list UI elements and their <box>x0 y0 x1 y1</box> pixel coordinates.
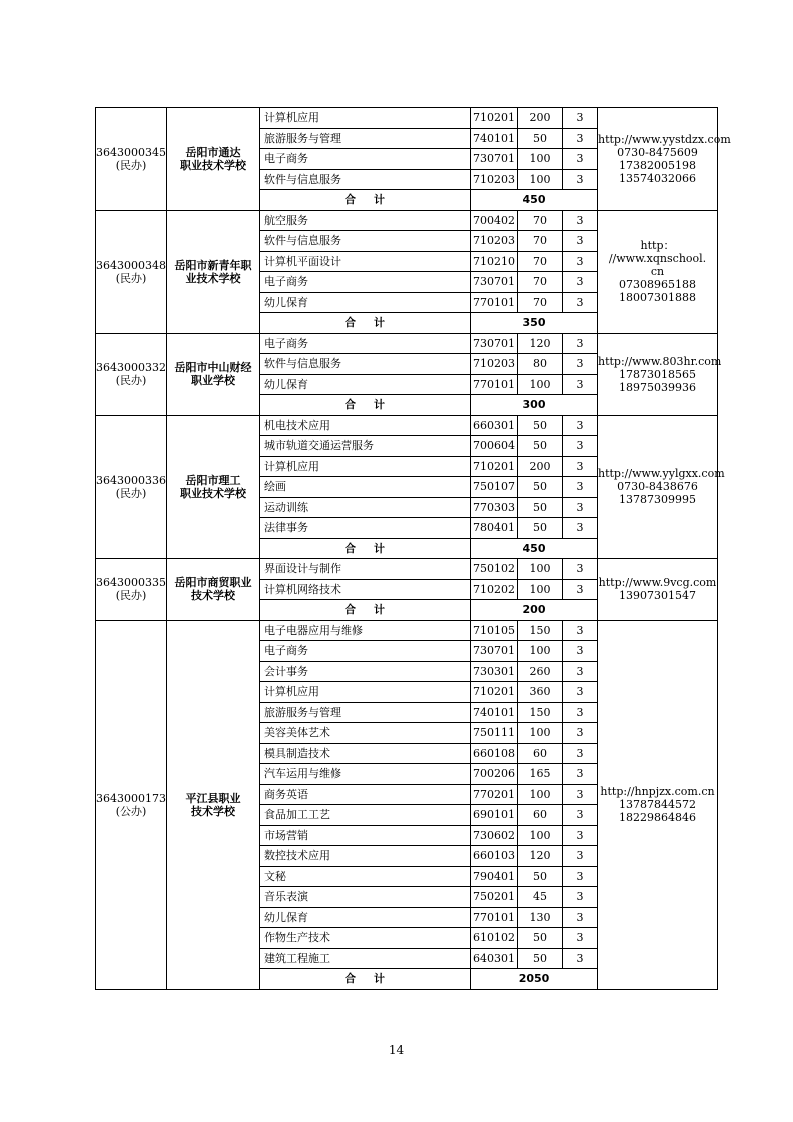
major-name: 食品加工工艺 <box>260 805 471 826</box>
plan-count: 260 <box>518 661 563 682</box>
major-name: 电子商务 <box>260 272 471 293</box>
school-type: (民办) <box>115 158 147 172</box>
plan-count: 120 <box>518 846 563 867</box>
school-name-line: 岳阳市中山财经 <box>174 361 252 374</box>
school-code-cell <box>96 415 167 559</box>
plan-count: 70 <box>518 231 563 252</box>
plan-count: 60 <box>518 743 563 764</box>
study-years: 3 <box>563 108 598 129</box>
table-row <box>96 333 718 354</box>
major-code: 770201 <box>471 784 518 805</box>
major-code: 770303 <box>471 497 518 518</box>
study-years: 3 <box>563 374 598 395</box>
plan-count: 130 <box>518 907 563 928</box>
plan-count: 100 <box>518 825 563 846</box>
study-years: 3 <box>563 620 598 641</box>
major-name: 电子商务 <box>260 149 471 170</box>
major-code: 710203 <box>471 231 518 252</box>
major-name: 界面设计与制作 <box>260 559 471 580</box>
contact-line: 18975039936 <box>619 380 696 394</box>
study-years: 3 <box>563 805 598 826</box>
contact-line: 13787844572 <box>619 798 696 811</box>
major-code: 730301 <box>471 661 518 682</box>
major-code: 780401 <box>471 518 518 539</box>
contact-line: //www.xqnschool. <box>608 252 707 265</box>
major-code: 770101 <box>471 374 518 395</box>
total-label-char: 合 <box>345 398 356 412</box>
major-name: 软件与信息服务 <box>260 354 471 375</box>
major-name: 美容美体艺术 <box>260 723 471 744</box>
plan-count: 45 <box>518 887 563 908</box>
major-name: 音乐表演 <box>260 887 471 908</box>
major-code: 770101 <box>471 292 518 313</box>
contact-line: 17382005198 <box>619 158 696 172</box>
study-years: 3 <box>563 477 598 498</box>
school-code: 3643000335 <box>96 576 166 590</box>
study-years: 3 <box>563 702 598 723</box>
plan-count: 50 <box>518 128 563 149</box>
study-years: 3 <box>563 251 598 272</box>
plan-count: 200 <box>518 108 563 129</box>
study-years: 3 <box>563 128 598 149</box>
contact-line: cn <box>650 265 665 278</box>
total-value: 2050 <box>471 969 598 990</box>
major-code: 660108 <box>471 743 518 764</box>
total-label <box>260 313 471 334</box>
major-name: 作物生产技术 <box>260 928 471 949</box>
school-name-cell <box>167 559 260 621</box>
table-row <box>96 559 718 580</box>
major-code: 750102 <box>471 559 518 580</box>
total-label-char: 计 <box>374 603 385 617</box>
school-name-line: 技术学校 <box>191 804 235 818</box>
study-years: 3 <box>563 948 598 969</box>
major-name: 市场营销 <box>260 825 471 846</box>
contact-line: 18007301888 <box>619 291 696 304</box>
major-code: 740101 <box>471 128 518 149</box>
plan-count: 50 <box>518 436 563 457</box>
contact-line: 0730-8475609 <box>617 145 698 159</box>
major-code: 610102 <box>471 928 518 949</box>
major-code: 690101 <box>471 805 518 826</box>
plan-count: 100 <box>518 723 563 744</box>
study-years: 3 <box>563 518 598 539</box>
study-years: 3 <box>563 682 598 703</box>
major-name: 电子商务 <box>260 641 471 662</box>
major-name: 运动训练 <box>260 497 471 518</box>
contact-cell <box>598 415 725 559</box>
table-body <box>96 108 731 990</box>
plan-count: 360 <box>518 682 563 703</box>
study-years: 3 <box>563 210 598 231</box>
total-value: 350 <box>471 313 598 334</box>
study-years: 3 <box>563 415 598 436</box>
table-row <box>96 415 718 436</box>
major-code: 710203 <box>471 354 518 375</box>
major-code: 710210 <box>471 251 518 272</box>
plan-count: 200 <box>518 456 563 477</box>
school-code-cell <box>96 108 167 211</box>
study-years: 3 <box>563 292 598 313</box>
school-code: 3643000336 <box>96 473 166 487</box>
major-name: 数控技术应用 <box>260 846 471 867</box>
study-years: 3 <box>563 825 598 846</box>
school-name-line: 岳阳市商贸职业 <box>174 576 252 590</box>
study-years: 3 <box>563 456 598 477</box>
school-code-cell <box>96 210 167 333</box>
major-code: 710201 <box>471 456 518 477</box>
major-code: 730701 <box>471 272 518 293</box>
plan-count: 50 <box>518 415 563 436</box>
major-name: 计算机网络技术 <box>260 579 471 600</box>
plan-count: 100 <box>518 784 563 805</box>
contact-line: 17873018565 <box>619 367 696 381</box>
major-code: 750201 <box>471 887 518 908</box>
study-years: 3 <box>563 764 598 785</box>
major-name: 法律事务 <box>260 518 471 539</box>
major-name: 商务英语 <box>260 784 471 805</box>
study-years: 3 <box>563 149 598 170</box>
school-name-line: 职业技术学校 <box>180 486 246 500</box>
plan-count: 50 <box>518 477 563 498</box>
school-code: 3643000345 <box>96 145 166 159</box>
major-name: 计算机应用 <box>260 108 471 129</box>
plan-count: 100 <box>518 374 563 395</box>
major-name: 汽车运用与维修 <box>260 764 471 785</box>
major-code: 730701 <box>471 333 518 354</box>
major-name: 幼儿保育 <box>260 292 471 313</box>
major-code: 700402 <box>471 210 518 231</box>
table-row <box>96 108 718 129</box>
contact-cell <box>598 559 718 621</box>
contact-line: 13574032066 <box>619 171 696 185</box>
plan-count: 50 <box>518 497 563 518</box>
major-code: 660103 <box>471 846 518 867</box>
total-label-char: 合 <box>345 193 356 207</box>
school-name-line: 岳阳市理工 <box>185 473 241 487</box>
study-years: 3 <box>563 436 598 457</box>
table-row <box>96 210 718 231</box>
total-value: 300 <box>471 395 598 416</box>
major-code: 710203 <box>471 169 518 190</box>
website-link[interactable]: http://www.yylgxx.com <box>598 467 725 481</box>
plan-count: 50 <box>518 518 563 539</box>
total-value: 450 <box>471 190 598 211</box>
major-name: 软件与信息服务 <box>260 169 471 190</box>
website-link[interactable]: http： <box>640 239 675 252</box>
plan-count: 70 <box>518 210 563 231</box>
study-years: 3 <box>563 907 598 928</box>
contact-cell <box>598 333 722 415</box>
study-years: 3 <box>563 559 598 580</box>
study-years: 3 <box>563 272 598 293</box>
study-years: 3 <box>563 743 598 764</box>
school-name-line: 业技术学校 <box>185 271 241 285</box>
plan-count: 50 <box>518 866 563 887</box>
study-years: 3 <box>563 784 598 805</box>
school-name-line: 技术学校 <box>191 589 235 603</box>
study-years: 3 <box>563 231 598 252</box>
school-code-cell <box>96 333 167 415</box>
major-code: 660301 <box>471 415 518 436</box>
school-type: (公办) <box>115 804 147 818</box>
study-years: 3 <box>563 866 598 887</box>
major-name: 计算机应用 <box>260 682 471 703</box>
study-years: 3 <box>563 169 598 190</box>
school-code-cell <box>96 559 167 621</box>
major-name: 建筑工程施工 <box>260 948 471 969</box>
major-code: 790401 <box>471 866 518 887</box>
plan-count: 50 <box>518 928 563 949</box>
plan-count: 70 <box>518 292 563 313</box>
major-code: 770101 <box>471 907 518 928</box>
school-type: (民办) <box>115 271 147 285</box>
study-years: 3 <box>563 497 598 518</box>
plan-count: 80 <box>518 354 563 375</box>
major-name: 旅游服务与管理 <box>260 702 471 723</box>
total-label <box>260 538 471 559</box>
major-name: 软件与信息服务 <box>260 231 471 252</box>
total-label <box>260 395 471 416</box>
contact-line: 13907301547 <box>619 589 696 603</box>
school-name-cell <box>167 333 260 415</box>
total-label-char: 合 <box>345 603 356 617</box>
total-label <box>260 600 471 621</box>
plan-count: 100 <box>518 559 563 580</box>
contact-line: 0730-8438676 <box>617 480 698 494</box>
total-label-char: 合 <box>345 316 356 330</box>
study-years: 3 <box>563 579 598 600</box>
study-years: 3 <box>563 661 598 682</box>
total-label <box>260 969 471 990</box>
major-code: 640301 <box>471 948 518 969</box>
major-code: 710105 <box>471 620 518 641</box>
plan-count: 165 <box>518 764 563 785</box>
total-value: 450 <box>471 538 598 559</box>
major-name: 模具制造技术 <box>260 743 471 764</box>
website-link[interactable]: http://www.9vcg.com <box>598 576 717 590</box>
major-name: 旅游服务与管理 <box>260 128 471 149</box>
major-name: 会计事务 <box>260 661 471 682</box>
major-code: 730701 <box>471 149 518 170</box>
contact-cell <box>598 210 718 333</box>
major-name: 航空服务 <box>260 210 471 231</box>
major-code: 710202 <box>471 579 518 600</box>
plan-count: 120 <box>518 333 563 354</box>
total-label-char: 计 <box>374 541 385 555</box>
school-type: (民办) <box>115 486 147 500</box>
school-type: (民办) <box>115 374 147 387</box>
plan-count: 100 <box>518 169 563 190</box>
major-code: 700206 <box>471 764 518 785</box>
major-name: 绘画 <box>260 477 471 498</box>
study-years: 3 <box>563 887 598 908</box>
school-code: 3643000332 <box>96 361 166 374</box>
study-years: 3 <box>563 846 598 867</box>
major-code: 730602 <box>471 825 518 846</box>
contact-cell <box>598 108 731 211</box>
major-code: 740101 <box>471 702 518 723</box>
plan-count: 70 <box>518 272 563 293</box>
study-years: 3 <box>563 354 598 375</box>
contact-line: 13787309995 <box>619 493 696 507</box>
major-code: 750107 <box>471 477 518 498</box>
school-name-line: 职业学校 <box>191 374 235 387</box>
study-years: 3 <box>563 641 598 662</box>
school-name-cell <box>167 210 260 333</box>
major-name: 幼儿保育 <box>260 374 471 395</box>
plan-count: 100 <box>518 579 563 600</box>
major-code: 710201 <box>471 108 518 129</box>
school-type: (民办) <box>115 589 147 603</box>
school-name-line: 平江县职业 <box>185 791 241 805</box>
major-name: 计算机平面设计 <box>260 251 471 272</box>
table-row <box>96 620 718 641</box>
major-name: 计算机应用 <box>260 456 471 477</box>
contact-cell <box>598 620 718 989</box>
plan-count: 150 <box>518 702 563 723</box>
school-code: 3643000173 <box>96 791 166 805</box>
plan-count: 100 <box>518 149 563 170</box>
total-label-char: 合 <box>345 541 356 555</box>
school-code-cell <box>96 620 167 989</box>
page-number: 14 <box>388 1043 405 1057</box>
enrollment-table <box>95 107 731 990</box>
total-label-char: 计 <box>374 398 385 412</box>
plan-count: 150 <box>518 620 563 641</box>
school-code: 3643000348 <box>96 258 166 272</box>
major-name: 文秘 <box>260 866 471 887</box>
website-link[interactable]: http://www.yystdzx.com <box>598 132 731 146</box>
school-name-line: 岳阳市新青年职 <box>174 258 252 272</box>
major-name: 幼儿保育 <box>260 907 471 928</box>
school-name-line: 岳阳市通达 <box>185 145 241 159</box>
total-label-char: 计 <box>374 972 385 986</box>
major-name: 电子商务 <box>260 333 471 354</box>
major-code: 750111 <box>471 723 518 744</box>
major-name: 电子电器应用与维修 <box>260 620 471 641</box>
total-label <box>260 190 471 211</box>
study-years: 3 <box>563 723 598 744</box>
major-code: 700604 <box>471 436 518 457</box>
school-name-cell <box>167 620 260 989</box>
major-code: 710201 <box>471 682 518 703</box>
major-name: 城市轨道交通运营服务 <box>260 436 471 457</box>
contact-line: 07308965188 <box>619 278 696 291</box>
major-code: 730701 <box>471 641 518 662</box>
total-label-char: 合 <box>345 972 356 986</box>
plan-count: 100 <box>518 641 563 662</box>
plan-count: 60 <box>518 805 563 826</box>
website-link[interactable]: http://www.803hr.com <box>598 354 722 368</box>
school-name-line: 职业技术学校 <box>180 158 246 172</box>
major-name: 机电技术应用 <box>260 415 471 436</box>
website-link[interactable]: http://hnpjzx.com.cn <box>600 785 715 798</box>
plan-count: 70 <box>518 251 563 272</box>
study-years: 3 <box>563 928 598 949</box>
school-name-cell <box>167 415 260 559</box>
total-value: 200 <box>471 600 598 621</box>
total-label-char: 计 <box>374 193 385 207</box>
study-years: 3 <box>563 333 598 354</box>
plan-count: 50 <box>518 948 563 969</box>
total-label-char: 计 <box>374 316 385 330</box>
contact-line: 18229864846 <box>619 811 696 824</box>
school-name-cell <box>167 108 260 211</box>
